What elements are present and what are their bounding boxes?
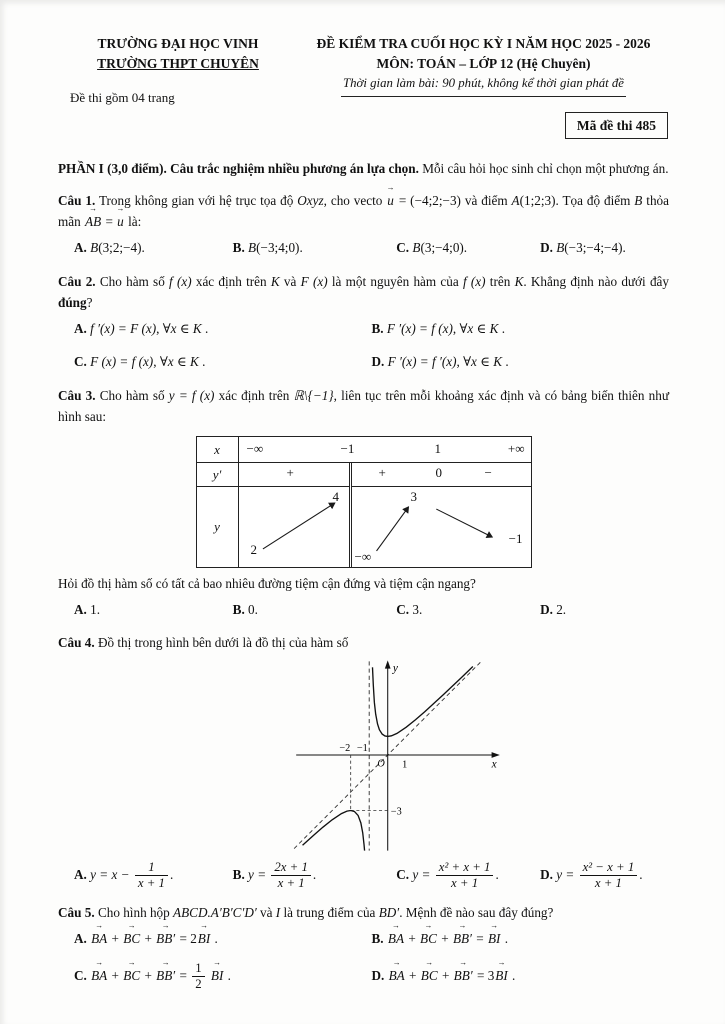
option-a: A. f ′(x) = F (x), ∀x ∈ K .	[74, 320, 209, 336]
option-c: C. y = $\frac{\text{x² + x + 1}}{x + 1}$ .	[396, 860, 499, 891]
question-3	[58, 385, 669, 621]
arrow-down-right-icon	[436, 509, 492, 537]
y-right-peak: 3	[410, 489, 417, 505]
variation-arrows	[239, 487, 531, 567]
question-1-options	[58, 237, 669, 259]
question-2-options	[58, 318, 669, 374]
question-4-stem: Câu 4. Đồ thị trong hình bên dưới là đồ thị của hàm số	[58, 635, 349, 651]
question-3-stem: Câu 3. Cho hàm số y = f (x) xác định trên ℝ\{−1}, liên tục trên mỗi khoảng xác định và có bảng biến thiên như hình sau:	[58, 387, 670, 424]
x-neg-inf: −∞	[246, 441, 264, 457]
option-a: A. B(3;2;−4).	[74, 240, 145, 256]
question-2	[58, 271, 669, 374]
yprime-label: y′	[212, 466, 222, 482]
exam-code-box: Mã đề thi 485	[565, 112, 668, 140]
option-b: B. BA → + BC → + BB′ → = BI → .	[372, 928, 670, 950]
tick-minus-2: −2	[339, 743, 351, 755]
option-b: B. B(−3;4;0).	[232, 240, 303, 256]
y-axis-label: y	[392, 663, 398, 676]
exam-title-block	[298, 34, 669, 139]
x-plus-1: 1	[434, 441, 441, 457]
yprime-minus: −	[484, 465, 492, 481]
question-1-stem: Câu 1. Trong không gian với hệ trục tọa độ Oxyz, cho vecto u → = (−4;2;−3) và điểm A(1;2;3). Tọa độ điểm B thỏa mãn AB → = u → là:	[58, 190, 669, 232]
x-minus-1: −1	[340, 441, 355, 457]
option-d: D. 2.	[540, 601, 567, 617]
question-2-stem: Câu 2. Cho hàm số f (x) xác định trên K và F (x) là một nguyên hàm của f (x) trên K. Khẳng định nào dưới đây đúng?	[58, 273, 669, 310]
option-d: D. BA → + BC → + BB′ → = 3BI → .	[372, 965, 670, 987]
tick-minus-1: −1	[356, 743, 368, 755]
option-a: A. BA → + BC → + BB′ → = 2BI → .	[74, 928, 372, 950]
table-row-yprime	[197, 462, 531, 486]
arrow-up-left-icon	[262, 503, 334, 549]
yprime-plus-right: +	[378, 465, 386, 481]
exam-subject: MÔN: TOÁN – LỚP 12 (Hệ Chuyên)	[376, 55, 591, 71]
y-label: y	[214, 519, 220, 535]
y-right-start: −∞	[354, 549, 372, 565]
x-label: x	[214, 441, 220, 457]
option-d: D. B(−3;−4;−4).	[540, 240, 626, 256]
question-5	[58, 902, 669, 992]
x-axis-label: x	[491, 758, 497, 771]
exam-title: ĐỀ KIỂM TRA CUỐI HỌC KỲ I NĂM HỌC 2025 - 2026	[316, 36, 651, 51]
option-b: B. F ′(x) = f (x), ∀x ∈ K .	[371, 320, 506, 336]
graph-svg	[290, 657, 506, 855]
yprime-plus-left: +	[286, 465, 294, 481]
option-c: C. 3.	[396, 601, 423, 617]
option-c: C. B(3;−4;0).	[396, 240, 468, 256]
table-row-x	[197, 437, 531, 462]
question-3-query: Hỏi đồ thị hàm số có tất cả bao nhiêu đường tiệm cận đứng và tiệm cận ngang?	[58, 576, 476, 592]
question-1	[58, 190, 669, 260]
option-c: C. F (x) = f (x), ∀x ∈ K .	[74, 354, 206, 370]
y-axis-arrow-icon	[385, 661, 391, 669]
option-d: D. F ′(x) = f ′(x), ∀x ∈ K .	[371, 354, 509, 370]
option-b: B. 0.	[232, 601, 258, 617]
x-axis-arrow-icon	[492, 753, 500, 759]
y-left-end: 4	[332, 489, 339, 505]
table-double-bar	[349, 463, 352, 567]
question-4	[58, 632, 669, 891]
origin-label: O	[377, 758, 385, 770]
y-left-start: 2	[250, 542, 257, 558]
question-3-options	[58, 599, 669, 621]
question-4-options	[58, 860, 669, 890]
school-block	[58, 34, 298, 139]
function-graph	[290, 657, 506, 855]
variation-table	[196, 436, 532, 568]
option-b: B. y = $\frac{2x + 1}{x + 1}$ .	[232, 860, 317, 891]
arrow-up-right-icon	[376, 507, 408, 551]
pages-note: Đề thi gồm 04 trang	[70, 90, 175, 106]
exam-duration: Thời gian làm bài: 90 phút, không kể thời gian phát đề	[341, 74, 626, 97]
table-row-y	[197, 486, 531, 567]
question-5-stem: Câu 5. Cho hình hộp ABCD.A′B′C′D′ và I là trung điểm của BD′. Mệnh đề nào sau đây đúng?	[58, 904, 554, 920]
part1-heading: PHẦN I (3,0 điểm). Câu trắc nghiệm nhiều phương án lựa chọn. Mỗi câu hỏi học sinh chỉ chọn một phương án.	[58, 161, 669, 177]
option-a: A. 1.	[74, 601, 101, 617]
school-name: TRƯỜNG THPT CHUYÊN	[97, 55, 259, 71]
exam-header	[58, 34, 669, 139]
option-a: A. y = x − $\frac{1}{x + 1}$ .	[74, 860, 174, 891]
option-d: D. y = $\frac{\text{x² − x + 1}}{x + 1}$ .	[540, 860, 643, 891]
university-name: TRƯỜNG ĐẠI HỌC VINH	[97, 36, 259, 51]
tick-plus-1: 1	[402, 759, 408, 771]
yprime-zero: 0	[435, 465, 442, 481]
question-5-options	[58, 928, 669, 992]
option-c: C. BA → + BC → + BB′ → = $\frac{1}{2}$ BI → .	[74, 961, 372, 991]
x-pos-inf: +∞	[507, 441, 525, 457]
tick-minus-3: −3	[390, 807, 402, 819]
y-right-end: −1	[508, 531, 523, 547]
